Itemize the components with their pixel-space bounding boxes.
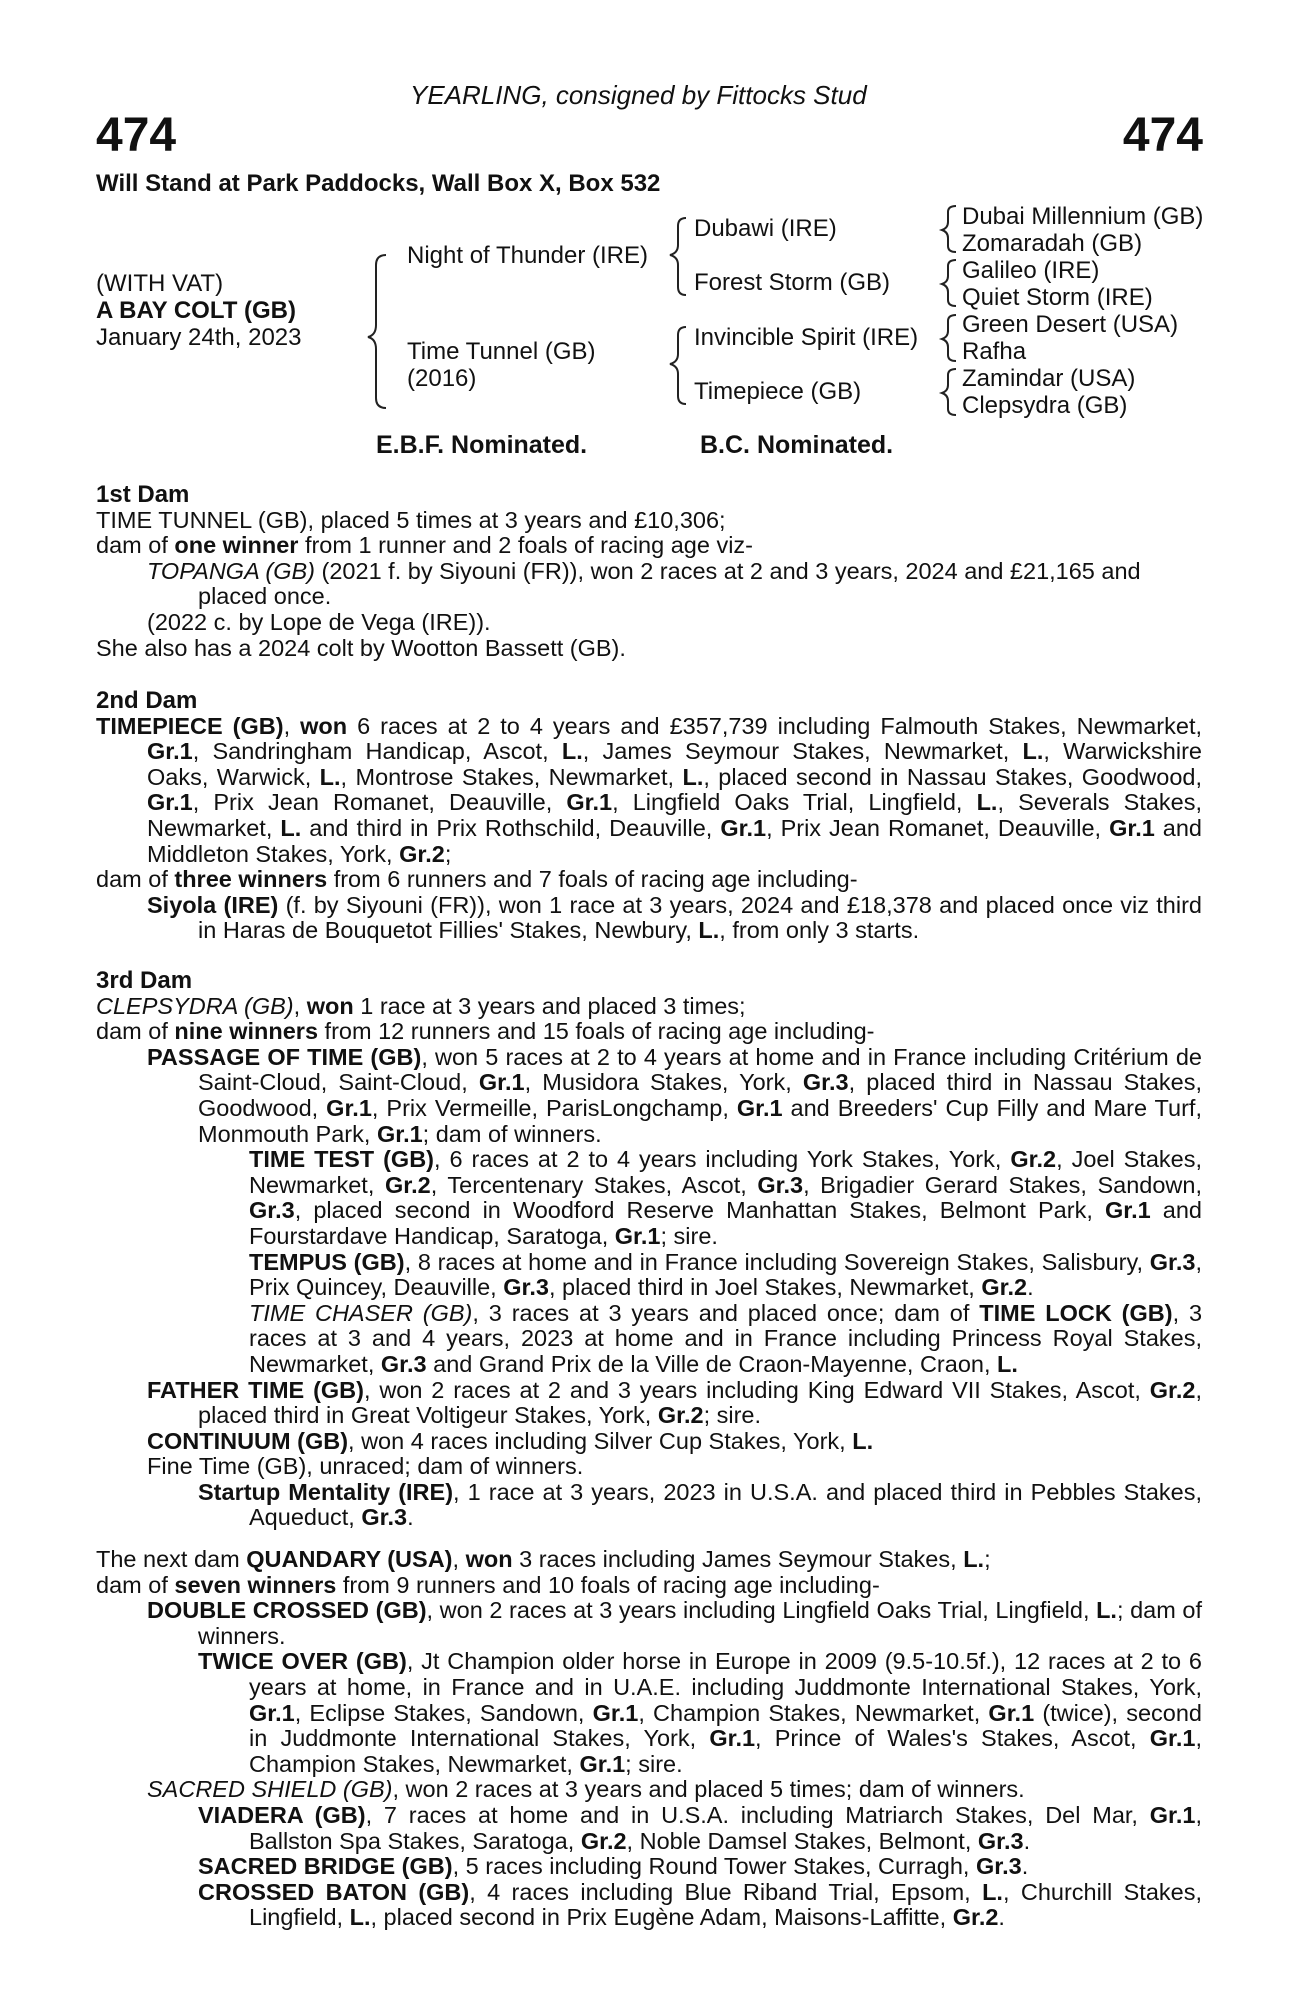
third-dam-produce-summary: dam of nine winners from 12 runners and 15 foals of racing age including-	[96, 1018, 875, 1045]
third-dam-record: CLEPSYDRA (GB), won 1 race at 3 years and placed 3 times;	[96, 992, 746, 1019]
produce-2024-colt: She also has a 2024 colt by Wootton Bassett (GB).	[96, 634, 626, 661]
produce-2022-colt: (2022 c. by Lope de Vega (IRE)).	[147, 608, 491, 635]
foaling-date: January 24th, 2023	[96, 324, 302, 351]
pedigree-dam-dam: Timepiece (GB)	[694, 378, 862, 405]
stand-location: Will Stand at Park Paddocks, Wall Box X, Box 532	[96, 170, 661, 197]
third-dam-section	[96, 968, 1202, 1531]
horse-name: A BAY COLT (GB)	[96, 297, 297, 324]
produce-crossed-baton: CROSSED BATON (GB), 4 races including Blue Riband Trial, Epsom, L., Churchill Stakes, Lingfield, L., placed second in Prix Eugène Adam, Maisons-Laffitte, Gr.2.	[198, 1878, 1202, 1931]
brace-main	[368, 255, 386, 408]
second-dam-produce-summary: dam of three winners from 6 runners and 7 foals of racing age including-	[96, 866, 858, 893]
pedigree-g8: Clepsydra (GB)	[962, 392, 1128, 419]
second-dam-heading: 2nd Dam	[96, 687, 198, 714]
brace-g1	[942, 206, 956, 252]
produce-siyola: Siyola (IRE) (f. by Siyouni (FR)), won 1 race at 3 years, 2024 and £18,378 and placed once viz third in Haras de Bouquetot Fillies' Stakes, Newbury, L., from only 3 starts.	[147, 891, 1202, 944]
third-dam-heading: 3rd Dam	[96, 967, 193, 994]
first-dam-produce-summary: dam of one winner from 1 runner and 2 foals of racing age viz-	[96, 532, 753, 559]
produce-continuum: CONTINUUM (GB), won 4 races including Silver Cup Stakes, York, L.	[147, 1427, 874, 1454]
pedigree-dam: Time Tunnel (GB)	[407, 338, 596, 365]
pedigree-g6: Rafha	[962, 338, 1027, 365]
pedigree-dam-sire: Invincible Spirit (IRE)	[694, 324, 919, 351]
produce-sacred-bridge: SACRED BRIDGE (GB), 5 races including Round Tower Stakes, Curragh, Gr.3.	[198, 1853, 1029, 1880]
second-dam-record: TIMEPIECE (GB), won 6 races at 2 to 4 years and £357,739 including Falmouth Stakes, Newmarket, Gr.1, Sandringham Handicap, Ascot, L., James Seymour Stakes, Newmarket, L., Warwickshire Oaks, Warwick, L., Montrose Stakes, Newmarket, L., placed second in Nassau Stakes, Goodwood, Gr.1, Prix Jean Romanet, Deauville, Gr.1, Lingfield Oaks Trial, Lingfield, L., Severals Stakes, Newmarket, L. and third in Prix Rothschild, Deauville, Gr.1, Prix Jean Romanet, Deauville, Gr.1 and Middleton Stakes, York, Gr.2;	[96, 712, 1203, 867]
produce-startup-mentality: Startup Mentality (IRE), 1 race at 3 years, 2023 in U.S.A. and placed third in Pebbles Stakes, Aqueduct, Gr.3.	[198, 1478, 1202, 1531]
produce-father-time: FATHER TIME (GB), won 2 races at 2 and 3 years including King Edward VII Stakes, Ascot, Gr.2, placed third in Great Voltigeur Stakes, York, Gr.2; sire.	[147, 1376, 1202, 1429]
next-dam-record: The next dam QUANDARY (USA), won 3 races including James Seymour Stakes, L.;	[96, 1546, 991, 1572]
brace-sire	[670, 218, 686, 295]
pedigree-g3: Galileo (IRE)	[962, 257, 1100, 284]
next-dam-produce-summary: dam of seven winners from 9 runners and 10 foals of racing age including-	[96, 1571, 880, 1598]
produce-twice-over: TWICE OVER (GB), Jt Champion older horse in Europe in 2009 (9.5-10.5f.), 12 races at 2 to 6 years at home, in France and in U.A.E. including Juddmonte International Stakes, York, Gr.1, Eclipse Stakes, Sandown, Gr.1, Champion Stakes, Newmarket, Gr.1 (twice), second in Juddmonte International Stakes, York, Gr.1, Prince of Wales's Stakes, Ascot, Gr.1, Champion Stakes, Newmarket, Gr.1; sire.	[198, 1648, 1203, 1777]
produce-passage-of-time: PASSAGE OF TIME (GB), won 5 races at 2 to 4 years at home and in France including Critérium de Saint-Cloud, Saint-Cloud, Gr.1, Musidora Stakes, York, Gr.3, placed third in Nassau Stakes, Goodwood, Gr.1, Prix Vermeille, ParisLongchamp, Gr.1 and Breeders' Cup Filly and Mare Turf, Monmouth Park, Gr.1; dam of winners.	[147, 1043, 1203, 1147]
vat-note: (WITH VAT)	[96, 270, 224, 297]
bc-nominated: B.C. Nominated.	[700, 431, 894, 459]
pedigree-sire-sire: Dubawi (IRE)	[694, 215, 837, 242]
lot-number-right: 474	[1122, 109, 1203, 162]
brace-g2	[942, 260, 956, 306]
pedigree-g4: Quiet Storm (IRE)	[962, 284, 1153, 311]
produce-sacred-shield: SACRED SHIELD (GB), won 2 races at 3 years and placed 5 times; dam of winners.	[147, 1776, 1025, 1803]
brace-g4	[942, 369, 956, 415]
consignor-subtitle: YEARLING, consigned by Fittocks Stud	[410, 80, 867, 110]
produce-time-test: TIME TEST (GB), 6 races at 2 to 4 years including York Stakes, York, Gr.2, Joel Stakes, Newmarket, Gr.2, Tercentenary Stakes, Ascot, Gr.3, Brigadier Gerard Stakes, Sandown, Gr.3, placed second in Woodford Reserve Manhattan Stakes, Belmont Park, Gr.1 and Fourstardave Handicap, Saratoga, Gr.1; sire.	[249, 1146, 1203, 1249]
brace-dam	[670, 327, 686, 404]
lot-number-left: 474	[96, 109, 177, 162]
first-dam-line: TIME TUNNEL (GB), placed 5 times at 3 years and £10,306;	[96, 506, 726, 533]
pedigree-g1: Dubai Millennium (GB)	[962, 203, 1204, 230]
pedigree-g2: Zomaradah (GB)	[962, 230, 1143, 257]
produce-fine-time: Fine Time (GB), unraced; dam of winners.	[147, 1453, 584, 1480]
pedigree-dam-year: (2016)	[407, 365, 477, 392]
pedigree-g5: Green Desert (USA)	[962, 311, 1179, 338]
pedigree-g7: Zamindar (USA)	[962, 365, 1136, 392]
second-dam-section	[96, 688, 1202, 944]
ebf-nominated: E.B.F. Nominated.	[376, 431, 588, 459]
next-dam-section	[96, 1547, 1202, 1931]
first-dam-heading: 1st Dam	[96, 481, 190, 508]
produce-topanga: TOPANGA (GB) (2021 f. by Siyouni (FR)), won 2 races at 2 and 3 years, 2024 and £21,165 and placed once.	[147, 557, 1141, 610]
pedigree-sire-dam: Forest Storm (GB)	[694, 269, 891, 296]
first-dam-section	[96, 482, 1202, 661]
produce-double-crossed: DOUBLE CROSSED (GB), won 2 races at 3 years including Lingfield Oaks Trial, Lingfield, L.; dam of winners.	[147, 1597, 1202, 1649]
produce-tempus: TEMPUS (GB), 8 races at home and in France including Sovereign Stakes, Salisbury, Gr.3, Prix Quincey, Deauville, Gr.3, placed third in Joel Stakes, Newmarket, Gr.2.	[249, 1248, 1202, 1301]
pedigree-sire: Night of Thunder (IRE)	[407, 242, 648, 269]
brace-g3	[942, 315, 956, 361]
produce-viadera: VIADERA (GB), 7 races at home and in U.S.A. including Matriarch Stakes, Del Mar, Gr.1, Ballston Spa Stakes, Saratoga, Gr.2, Noble Damsel Stakes, Belmont, Gr.3.	[198, 1801, 1203, 1854]
produce-time-chaser: TIME CHASER (GB), 3 races at 3 years and placed once; dam of TIME LOCK (GB), 3 races at 3 and 4 years, 2023 at home and in France including Princess Royal Stakes, Newmarket, Gr.3 and Grand Prix de la Ville de Craon-Mayenne, Craon, L.	[249, 1299, 1203, 1377]
